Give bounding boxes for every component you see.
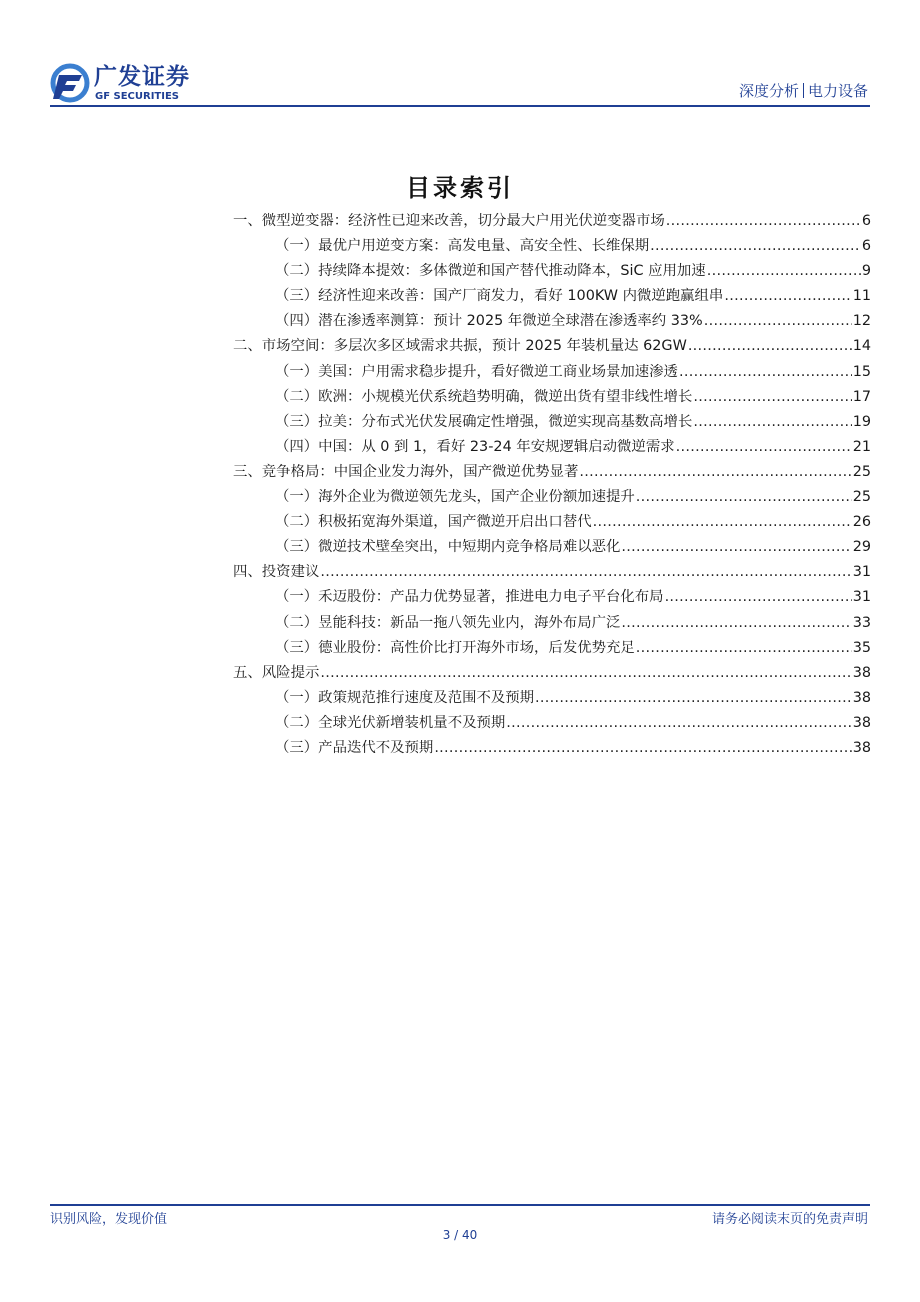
toc-entry[interactable] [233, 535, 871, 560]
footer-slogan: 识别风险，发现价值 [50, 1212, 168, 1227]
toc-entry-page: 38 [852, 664, 871, 681]
toc-dot-leader [724, 284, 851, 309]
toc-entry-title: （三）德业股份：高性价比打开海外市场，后发优势充足 [275, 639, 635, 656]
toc-entry-title: （二）昱能科技：新品一拖八领先业内，海外布局广泛 [275, 614, 621, 631]
toc-dot-leader [704, 309, 852, 334]
toc-dot-leader [636, 636, 852, 661]
toc-entry[interactable] [233, 485, 871, 510]
toc-entry-title: 四、投资建议 [233, 564, 320, 581]
toc-entry[interactable] [233, 259, 871, 284]
toc-entry-page: 38 [852, 714, 871, 731]
logo-chinese-name: 广发证券 [94, 64, 190, 90]
page-number: 3 / 40 [442, 1228, 478, 1242]
toc-entry-title: （二）欧洲：小规模光伏系统趋势明确，微逆出货有望非线性增长 [275, 388, 693, 405]
toc-entry-title: （四）中国：从 0 到 1，看好 23-24 年安规逻辑启动微逆需求 [275, 438, 675, 455]
toc-entry[interactable] [233, 711, 871, 736]
toc-entry-page: 38 [852, 739, 871, 756]
toc-entry-title: （四）潜在渗透率测算：预计 2025 年微逆全球潜在渗透率约 33% [275, 313, 703, 330]
toc-dot-leader [693, 410, 851, 435]
toc-dot-leader [665, 585, 852, 610]
toc-entry-title: 三、竞争格局：中国企业发力海外，国产微逆优势显著 [233, 463, 579, 480]
industry-label: 电力设备 [807, 82, 868, 100]
toc-entry[interactable] [233, 560, 871, 585]
toc-entry-title: （三）拉美：分布式光伏发展确定性增强，微逆实现高基数高增长 [275, 413, 693, 430]
toc-entry-page: 25 [852, 489, 871, 506]
toc-dot-leader [621, 611, 851, 636]
toc-entry-title: （三）经济性迎来改善：国产厂商发力，看好 100KW 内微逆跑赢组串 [275, 288, 724, 305]
report-category [739, 82, 868, 100]
toc-entry-title: （二）全球光伏新增装机量不及预期 [275, 714, 506, 731]
toc-entry-page: 15 [852, 363, 871, 380]
toc-entry[interactable] [233, 636, 871, 661]
toc-entry-title: （三）产品迭代不及预期 [275, 739, 434, 756]
toc-dot-leader [676, 435, 852, 460]
toc-entry[interactable] [233, 686, 871, 711]
toc-entry[interactable] [233, 611, 871, 636]
toc-entry-title: （一）美国：户用需求稳步提升，看好微逆工商业场景加速渗透 [275, 363, 678, 380]
toc-dot-leader [579, 460, 851, 485]
toc-dot-leader [593, 510, 852, 535]
footer-disclaimer: 请务必阅读末页的免责声明 [711, 1212, 868, 1227]
toc-entry-page: 31 [852, 564, 871, 581]
toc-entry[interactable] [233, 736, 871, 761]
header-separator [803, 83, 804, 98]
toc-entry-page: 19 [852, 413, 871, 430]
logo-english-name: GF SECURITIES [95, 91, 180, 102]
toc-entry-page: 25 [852, 463, 871, 480]
toc-entry-page: 6 [861, 238, 871, 255]
toc-entry[interactable] [233, 385, 871, 410]
gf-logo-icon [50, 62, 90, 104]
toc-dot-leader [506, 711, 851, 736]
toc-dot-leader [679, 360, 852, 385]
toc-entry[interactable] [233, 309, 871, 334]
toc-entry[interactable] [233, 410, 871, 435]
toc-entry-title: （一）海外企业为微逆领先龙头，国产企业份额加速提升 [275, 489, 635, 506]
toc-title: 目录索引 [406, 174, 514, 202]
toc-entry[interactable] [233, 661, 871, 686]
footer-divider [50, 1204, 870, 1206]
toc-entry-title: （一）禾迈股份：产品力优势显著，推进电力电子平台化布局 [275, 589, 664, 606]
toc-dot-leader [621, 535, 851, 560]
company-logo [50, 62, 200, 104]
toc-entry-page: 21 [852, 438, 871, 455]
toc-entry-page: 38 [852, 689, 871, 706]
toc-entry-title: （二）持续降本提效：多体微逆和国产替代推动降本，SiC 应用加速 [275, 263, 706, 280]
toc-entry-page: 33 [852, 614, 871, 631]
toc-entry-page: 11 [852, 288, 871, 305]
toc-entry-title: （一）政策规范推行速度及范围不及预期 [275, 689, 535, 706]
toc-entry-page: 9 [861, 263, 871, 280]
toc-dot-leader [434, 736, 851, 761]
toc-entry-title: （三）微逆技术壁垒突出，中短期内竞争格局难以恶化 [275, 539, 621, 556]
toc-entry[interactable] [233, 284, 871, 309]
toc-dot-leader [320, 560, 851, 585]
toc-entry-title: （一）最优户用逆变方案：高发电量、高安全性、长维保期 [275, 238, 650, 255]
toc-entry-title: 一、微型逆变器：经济性已迎来改善，切分最大户用光伏逆变器市场 [233, 213, 665, 229]
toc-dot-leader [707, 259, 861, 284]
toc-entry-page: 35 [852, 639, 871, 656]
toc-entry[interactable] [233, 585, 871, 610]
toc-dot-leader [666, 209, 861, 234]
toc-entry-page: 17 [852, 388, 871, 405]
report-type: 深度分析 [738, 82, 799, 100]
toc-dot-leader [693, 385, 851, 410]
toc-dot-leader [320, 661, 851, 686]
toc-entry-title: 二、市场空间：多层次多区域需求共振，预计 2025 年装机量达 62GW [233, 338, 687, 355]
toc-entry-page: 26 [852, 514, 871, 531]
toc-entry[interactable] [233, 334, 871, 359]
table-of-contents [233, 209, 871, 761]
toc-entry[interactable] [233, 435, 871, 460]
toc-entry-page: 29 [852, 539, 871, 556]
toc-entry[interactable] [233, 360, 871, 385]
toc-entry-page: 14 [852, 338, 871, 355]
toc-dot-leader [535, 686, 852, 711]
toc-entry-title: 五、风险提示 [233, 664, 320, 681]
toc-entry-page: 6 [861, 213, 871, 229]
toc-entry[interactable] [233, 234, 871, 259]
toc-dot-leader [636, 485, 852, 510]
toc-entry-page: 31 [852, 589, 871, 606]
toc-entry[interactable] [233, 209, 871, 234]
toc-entry-page: 12 [852, 313, 871, 330]
toc-entry[interactable] [233, 510, 871, 535]
toc-entry-title: （二）积极拓宽海外渠道，国产微逆开启出口替代 [275, 514, 592, 531]
toc-dot-leader [650, 234, 861, 259]
toc-dot-leader [688, 334, 852, 359]
page-header [0, 0, 920, 110]
toc-entry[interactable] [233, 460, 871, 485]
header-divider [50, 105, 870, 107]
